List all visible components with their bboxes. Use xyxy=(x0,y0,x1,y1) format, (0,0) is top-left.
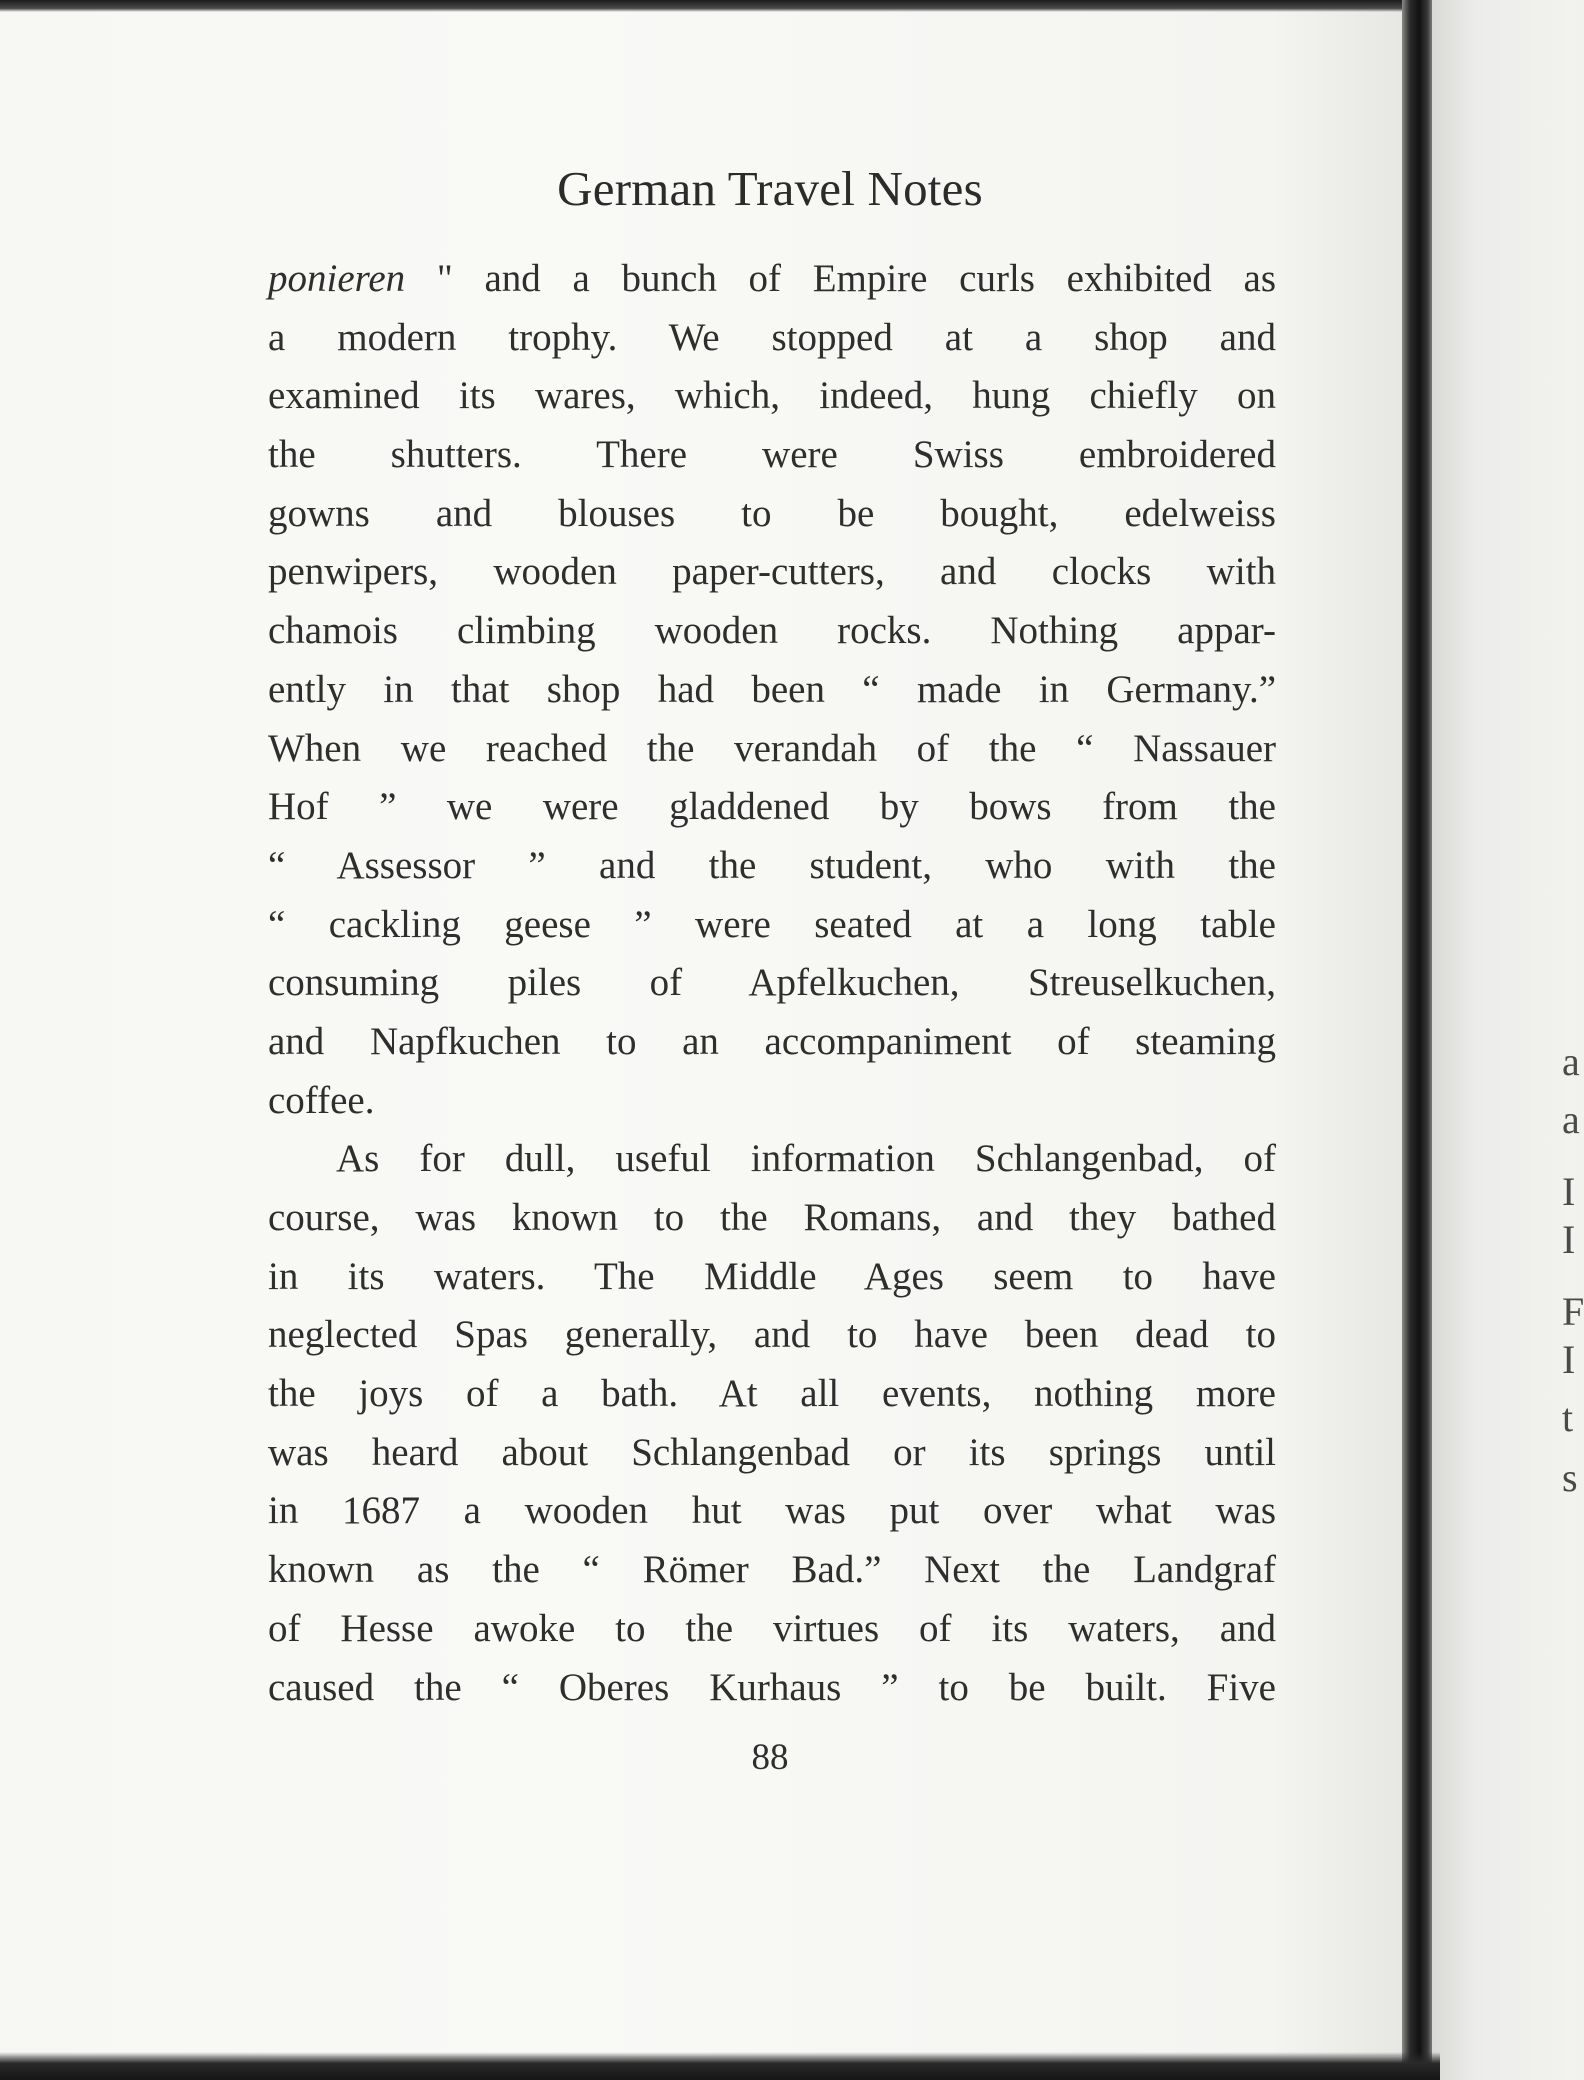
facing-page-letter: t xyxy=(1562,1395,1574,1440)
text-line: “ cackling geese ” were seated at a long table xyxy=(268,902,1276,946)
text-line: chamois climbing wooden rocks. Nothing appar- xyxy=(268,609,1276,653)
facing-page-letter: I xyxy=(1562,1217,1576,1262)
running-head: German Travel Notes xyxy=(557,161,983,216)
text-line: When we reached the verandah of the “ Nassauer xyxy=(268,726,1276,770)
facing-page-letter: a xyxy=(1562,1097,1580,1142)
text-line: a modern trophy. We stopped at a shop and xyxy=(268,315,1276,359)
text-line: in 1687 a wooden hut was put over what was xyxy=(268,1489,1276,1533)
text-line: penwipers, wooden paper-cutters, and clocks with xyxy=(268,550,1276,594)
text-line: in its waters. The Middle Ages seem to have xyxy=(268,1254,1276,1298)
text-line xyxy=(268,250,1276,309)
text-line: coffee. xyxy=(268,1078,375,1122)
text-line: the shutters. There were Swiss embroidered xyxy=(268,433,1276,477)
facing-page-letter: I xyxy=(1562,1337,1576,1382)
scan-bottom-edge xyxy=(0,2052,1440,2080)
text-line: the joys of a bath. At all events, nothing more xyxy=(268,1372,1276,1416)
facing-page-letter: a xyxy=(1562,1039,1580,1084)
text-line-rest: " and a bunch of Empire curls exhibited as xyxy=(405,257,1276,300)
body-text xyxy=(268,250,1276,1717)
text-line: consuming piles of Apfelkuchen, Streuselkuchen, xyxy=(268,961,1276,1005)
text-line: neglected Spas generally, and to have been dead to xyxy=(268,1313,1276,1357)
facing-page-letter: I xyxy=(1562,1169,1576,1214)
italic-word: ponieren xyxy=(268,257,406,300)
facing-page-letter: s xyxy=(1562,1455,1578,1500)
text-line: Hof ” we were gladdened by bows from the xyxy=(268,785,1276,829)
text-line: As for dull, useful information Schlangenbad, of xyxy=(336,1137,1276,1181)
text-line: of Hesse awoke to the virtues of its waters, and xyxy=(268,1606,1276,1650)
text-line: examined its wares, which, indeed, hung chiefly on xyxy=(268,374,1276,418)
text-line: “ Assessor ” and the student, who with the xyxy=(268,843,1276,887)
text-line: and Napfkuchen to an accompaniment of steaming xyxy=(268,1019,1276,1063)
scan-top-edge xyxy=(0,0,1440,12)
text-line: gowns and blouses to be bought, edelweiss xyxy=(268,491,1276,535)
facing-page-letter: F xyxy=(1562,1289,1584,1334)
text-line: caused the “ Oberes Kurhaus ” to be built. Five xyxy=(268,1665,1276,1709)
text-line: known as the “ Römer Bad.” Next the Landgraf xyxy=(268,1548,1276,1592)
page-number: 88 xyxy=(751,1737,789,1778)
text-line: course, was known to the Romans, and they bathed xyxy=(268,1196,1276,1239)
text-line: was heard about Schlangenbad or its springs until xyxy=(268,1430,1276,1474)
text-line: ently in that shop had been “ made in Germany.” xyxy=(268,667,1276,711)
